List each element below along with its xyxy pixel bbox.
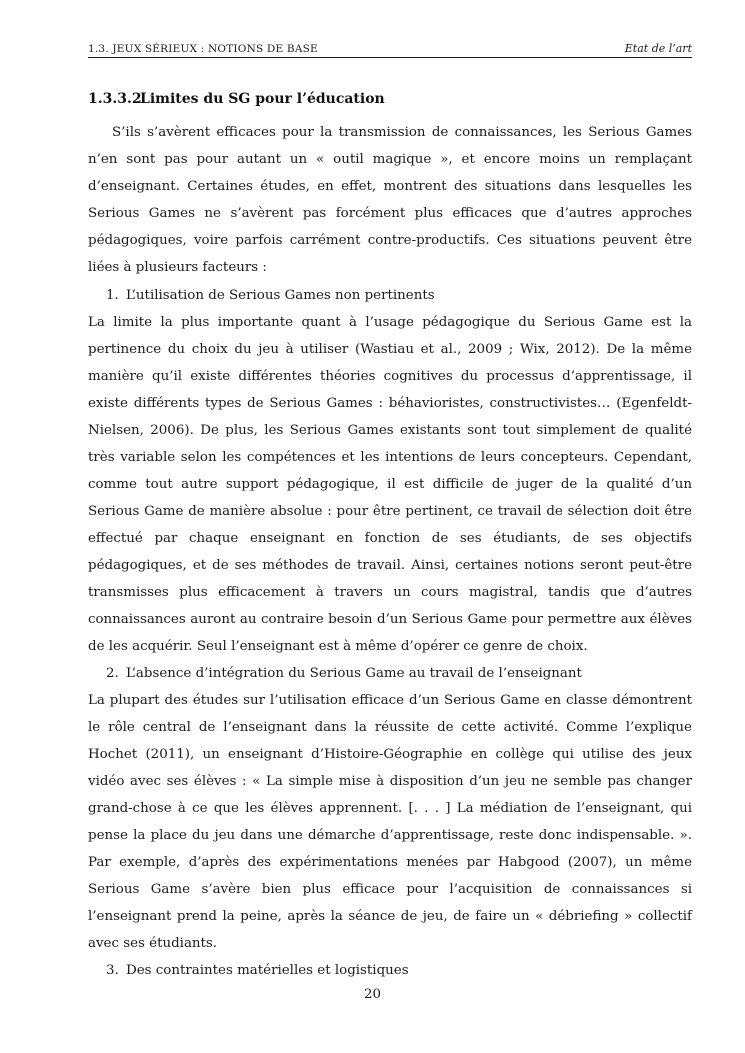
- running-header-part: Etat de l’art: [624, 42, 692, 55]
- section-title: Limites du SG pour l’éducation: [140, 91, 385, 107]
- list-item-number: 3.: [106, 963, 119, 978]
- running-header-chapter: 1.3. JEUX SÉRIEUX : NOTIONS DE BASE: [88, 43, 318, 55]
- list-item-number: 1.: [106, 288, 119, 303]
- body-text: [88, 119, 692, 984]
- section-number: 1.3.3.2: [88, 91, 142, 107]
- header-rule: [88, 57, 692, 58]
- list-item-title: [106, 282, 692, 309]
- list-item-heading: Des contraintes matérielles et logistiques: [126, 963, 409, 978]
- list-item: [88, 957, 692, 984]
- list-item-title: [106, 660, 692, 687]
- list-item-heading: L’absence d’intégration du Serious Game au travail de l’enseignant: [126, 666, 582, 681]
- factors-list: [88, 282, 692, 984]
- list-item-paragraph: La plupart des études sur l’utilisation efficace d’un Serious Game en classe démontrent le rôle central de l’enseignant dans la réussite de cette activité. Comme l’explique Hochet (2011), un enseignant d’Histoire-Géographie en collège qui utilise des jeux vidéo avec ses élèves : « La simple mise à disposition d’un jeu ne semble pas changer grand-chose à ce que les élèves apprennent. [. . . ] La médiation de l’enseignant, qui pense la place du jeu dans une démarche d’apprentissage, reste donc indispensable. ». Par exemple, d’après des expérimentations menées par Habgood (2007), un même Serious Game s’avère bien plus efficace pour l’acquisition de connaissances si l’enseignant prend la peine, après la séance de jeu, de faire un « débriefing » collectif avec ses étudiants.: [88, 693, 692, 951]
- list-item-title: [106, 957, 692, 984]
- section-heading: [88, 89, 692, 109]
- list-item: [88, 282, 692, 660]
- list-item-number: 2.: [106, 666, 119, 681]
- list-item: [88, 660, 692, 957]
- list-item-heading: L’utilisation de Serious Games non pertinents: [126, 288, 435, 303]
- intro-paragraph: S’ils s’avèrent efficaces pour la transmission de connaissances, les Serious Games n’en sont pas pour autant un « outil magique », et encore moins un remplaçant d’enseignant. Certaines études, en effet, montrent des situations dans lesquelles les Serious Games ne s’avèrent pas forcément plus efficaces que d’autres approches pédagogiques, voire parfois carrément contre-productifs. Ces situations peuvent être liées à plusieurs facteurs :: [88, 125, 692, 275]
- page-number: 20: [363, 987, 382, 1002]
- list-item-paragraph: La limite la plus importante quant à l’usage pédagogique du Serious Game est la pertinence du choix du jeu à utiliser (Wastiau et al., 2009 ; Wix, 2012). De la même manière qu’il existe différentes théories cognitives du processus d’apprentissage, il existe différents types de Serious Games : béhavioristes, constructivistes… (Egenfeldt-Nielsen, 2006). De plus, les Serious Games existants sont tout simplement de qualité très variable selon les compétences et les intentions de leurs concepteurs. Cependant, comme tout autre support pédagogique, il est difficile de juger de la qualité d’un Serious Game de manière absolue : pour être pertinent, ce travail de sélection doit être effectué par chaque enseignant en fonction de ses étudiants, de ses objectifs pédagogiques, et de ses méthodes de travail. Ainsi, certaines notions seront peut-être transmisses plus efficacement à travers un cours magistral, tandis que d’autres connaissances auront au contraire besoin d’un Serious Game pour permettre aux élèves de les acquérir. Seul l’enseignant est à même d’opérer ce genre de choix.: [88, 315, 692, 654]
